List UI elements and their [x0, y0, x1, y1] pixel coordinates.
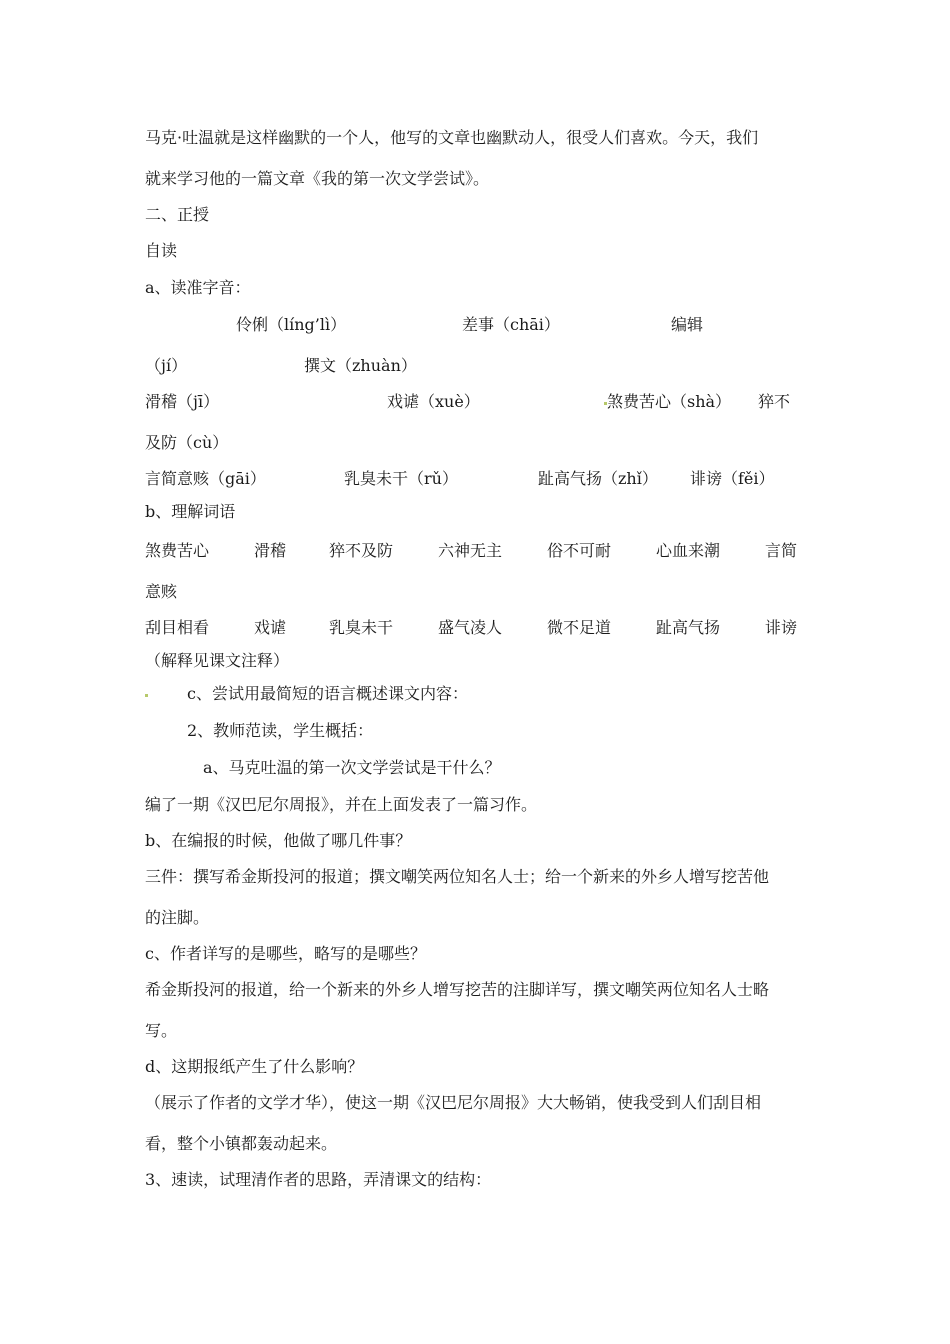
vocab-item: 六神无主: [438, 541, 503, 560]
understand-words-heading: b、理解词语: [145, 502, 236, 521]
vocab-item: 俗不可耐: [547, 541, 612, 560]
vocab-item: 盛气凌人: [438, 618, 503, 637]
read-pronunciation-heading: a、读准字音：: [145, 278, 251, 297]
step-3-heading: 3、速读，试理清作者的思路，弄清课文的结构：: [145, 1170, 492, 1189]
pinyin-item: 乳臭未干（rǔ）: [344, 469, 458, 488]
pinyin-item: 及防（cù）: [145, 433, 229, 452]
vocab-item: 言简: [765, 541, 798, 560]
vocab-item: 猝不及防: [329, 541, 394, 560]
answer-a: 编了一期《汉巴尼尔周报》，并在上面发表了一篇习作。: [145, 795, 538, 814]
answer-b-line-2: 的注脚。: [145, 908, 210, 927]
vocab-item: 煞费苦心: [145, 541, 210, 560]
intro-line-1: 马克·吐温就是这样幽默的一个人，他写的文章也幽默动人，很受人们喜欢。今天，我们: [145, 128, 759, 147]
pinyin-item: 编辑: [671, 315, 704, 334]
pinyin-item: 差事（chāi）: [462, 315, 560, 334]
stray-mark: [604, 402, 607, 405]
vocab-item: 乳臭未干: [329, 618, 394, 637]
question-d: d、这期报纸产生了什么影响？: [145, 1057, 364, 1076]
pinyin-item: 戏谑（xuè）: [387, 392, 480, 411]
vocab-item: 戏谑: [254, 618, 287, 637]
vocab-item: 刮目相看: [145, 618, 210, 637]
pinyin-item: 滑稽（jī）: [145, 392, 220, 411]
answer-d-line-2: 看，整个小镇都轰动起来。: [145, 1134, 338, 1153]
summary-task: c、尝试用最简短的语言概述课文内容：: [187, 684, 468, 703]
question-c: c、作者详写的是哪些，略写的是哪些？: [145, 944, 426, 963]
vocab-item: 趾高气扬: [656, 618, 721, 637]
pinyin-item: 诽谤（fěi）: [690, 469, 775, 488]
answer-d-line-1: （展示了作者的文学才华），使这一期《汉巴尼尔周报》大大畅销，使我受到人们刮目相: [145, 1093, 762, 1112]
answer-c-line-2: 写。: [145, 1021, 178, 1040]
pinyin-item: 言简意赅（gāi）: [145, 469, 266, 488]
pinyin-item: （jí）: [145, 356, 188, 375]
pinyin-item: 伶俐（líng’lì）: [236, 315, 347, 334]
self-reading-heading: 自读: [145, 241, 178, 260]
vocab-item: 微不足道: [547, 618, 612, 637]
question-a: a、马克吐温的第一次文学尝试是干什么？: [203, 758, 501, 777]
stray-mark: [145, 694, 148, 697]
intro-line-2: 就来学习他的一篇文章《我的第一次文学尝试》。: [145, 169, 490, 188]
vocab-item: 心血来潮: [656, 541, 721, 560]
answer-b-line-1: 三件：撰写希金斯投河的报道；撰文嘲笑两位知名人士；给一个新来的外乡人增写挖苦他: [145, 867, 770, 886]
vocab-item: 滑稽: [254, 541, 287, 560]
section-heading-zhengshou: 二、正授: [145, 205, 210, 224]
vocab-item: 意赅: [145, 582, 178, 601]
answer-c-line-1: 希金斯投河的报道，给一个新来的外乡人增写挖苦的注脚详写，撰文嘲笑两位知名人士略: [145, 980, 770, 999]
vocab-item: 诽谤: [765, 618, 798, 637]
explanation-note: （解释见课文注释）: [145, 651, 290, 670]
question-b: b、在编报的时候，他做了哪几件事？: [145, 831, 412, 850]
pinyin-item: 煞费苦心（shà）: [607, 392, 732, 411]
pinyin-item: 趾高气扬（zhǐ）: [538, 469, 658, 488]
pinyin-item: 撰文（zhuàn）: [304, 356, 417, 375]
pinyin-item: 猝不: [758, 392, 791, 411]
teacher-reading-step: 2、教师范读，学生概括：: [187, 721, 374, 740]
